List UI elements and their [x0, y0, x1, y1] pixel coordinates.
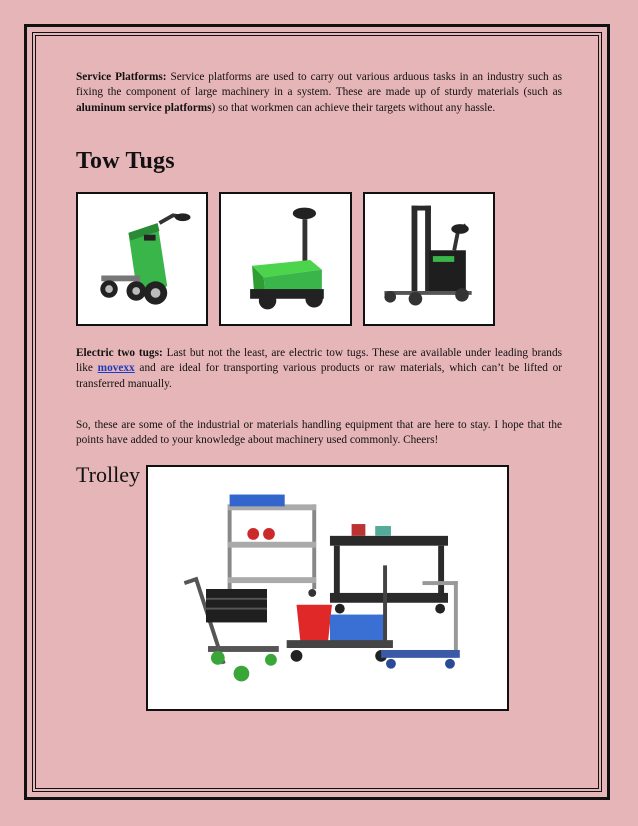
service-platforms-text-b: ) so that workmen can achieve their targets without any hassle.: [211, 101, 496, 114]
tow-tugs-heading: Tow Tugs: [76, 148, 175, 174]
service-platforms-label: Service Platforms:: [76, 71, 167, 83]
electric-tugs-paragraph: [76, 346, 562, 392]
tow-tug-photo-1: [76, 192, 208, 326]
movexx-link[interactable]: movexx: [97, 362, 135, 375]
electric-tugs-text-b: and are ideal for transporting various products or raw materials, which can’t be lifted or transferred manually.: [76, 362, 563, 390]
aluminum-service-platforms-term: aluminum service platforms: [76, 101, 212, 114]
service-platforms-paragraph: [76, 70, 562, 116]
electric-tugs-text-a: Last but not the least, are electric tow tugs. These are available under leading brands like: [76, 347, 562, 375]
trolley-photo: [146, 465, 509, 711]
electric-tugs-label: Electric two tugs:: [76, 347, 163, 359]
tow-tug-photo-2: [219, 192, 352, 326]
tow-tug-photo-3: [363, 192, 495, 326]
service-platforms-text-a: Service platforms are used to carry out various arduous tasks in an industry such as fixing the component of large machinery in a system. These are made up of sturdy materials (such as: [76, 71, 562, 99]
closing-block: [76, 418, 562, 449]
document-body: [76, 70, 562, 116]
trolley-heading: Trolley: [76, 462, 140, 487]
electric-tugs-block: [76, 346, 562, 392]
closing-paragraph: So, these are some of the industrial or materials handling equipment that are here to stay. I hope that the points have added to your knowledge about machinery used commonly. Cheers!: [76, 419, 562, 447]
